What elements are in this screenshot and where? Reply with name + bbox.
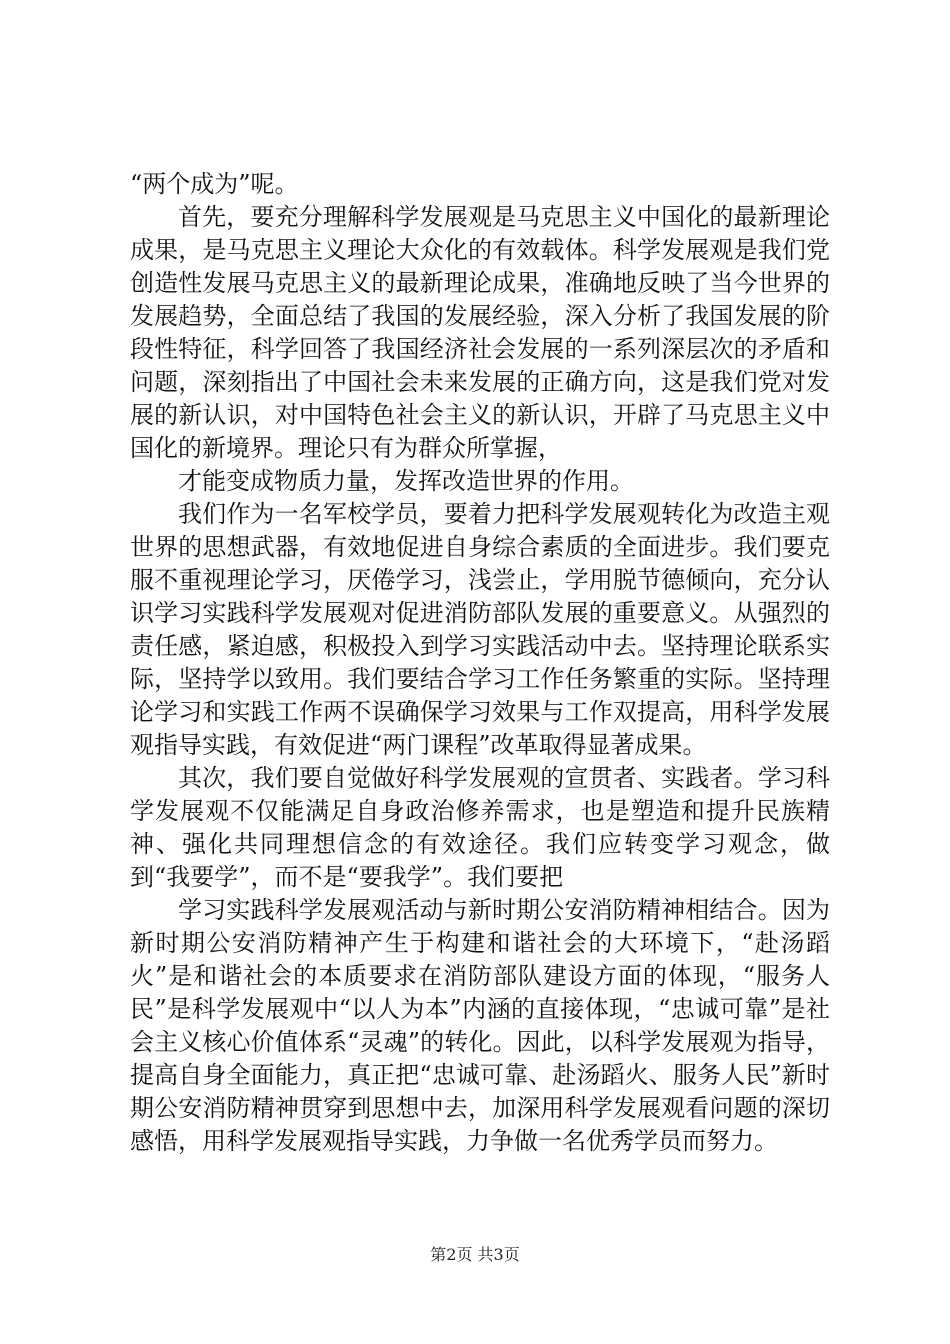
paragraph-fire-spirit: 学习实践科学发展观活动与新时期公安消防精神相结合。因为新时期公安消防精神产生于构建和谐社会的大环境下，“赴汤蹈火”是和谐社会的本质要求在消防部队建设方面的体现，“服务人民”是科学发展观中“以人为本”内涵的直接体现，“忠诚可靠”是社会主义核心价值体系“灵魂”的转化。因此，以科学发展观为指导，提高自身全面能力，真正把“忠诚可靠、赴汤蹈火、服务人民”新时期公安消防精神贯穿到思想中去，加深用科学发展观看问题的深切感悟，用科学发展观指导实践，力争做一名优秀学员而努力。 <box>130 896 830 1155</box>
paragraph-material-force: 才能变成物质力量，发挥改造世界的作用。 <box>178 467 634 495</box>
document-body <box>130 168 830 1158</box>
page-footer: 第2页 共3页 <box>430 1245 520 1264</box>
paragraph-cadet-role: 我们作为一名军校学员，要着力把科学发展观转化为改造主观世界的思想武器，有效地促进自身综合素质的全面进步。我们要克服不重视理论学习，厌倦学习，浅尝止，学用脱节德倾向，充分认识学习实践科学发展观对促进消防部队发展的重要意义。从强烈的责任感，紧迫感，积极投入到学习实践活动中去。坚持理论联系实际，坚持学以致用。我们要结合学习工作任务繁重的实际。坚持理论学习和实践工作两不误确保学习效果与工作双提高，用科学发展观指导实践，有效促进“两门课程”改革取得显著成果。 <box>130 500 830 759</box>
paragraph-continuation: “两个成为”呢。 <box>130 170 299 198</box>
paragraph-second-point: 其次，我们要自觉做好科学发展观的宣贯者、实践者。学习科学发展观不仅能满足自身政治修养需求，也是塑造和提升民族精神、强化共同理想信念的有效途径。我们应转变学习观念，做到“我要学”，而不是“要我学”。我们要把 <box>130 764 830 891</box>
paragraph-first-point: 首先，要充分理解科学发展观是马克思主义中国化的最新理论成果，是马克思主义理论大众化的有效载体。科学发展观是我们党创造性发展马克思主义的最新理论成果，准确地反映了当今世界的发展趋势，全面总结了我国的发展经验，深入分析了我国发展的阶段性特征，科学回答了我国经济社会发展的一系列深层次的矛盾和问题，深刻指出了中国社会未来发展的正确方向，这是我们党对发展的新认识，对中国特色社会主义的新认识，开辟了马克思主义中国化的新境界。理论只有为群众所掌握， <box>130 203 830 462</box>
